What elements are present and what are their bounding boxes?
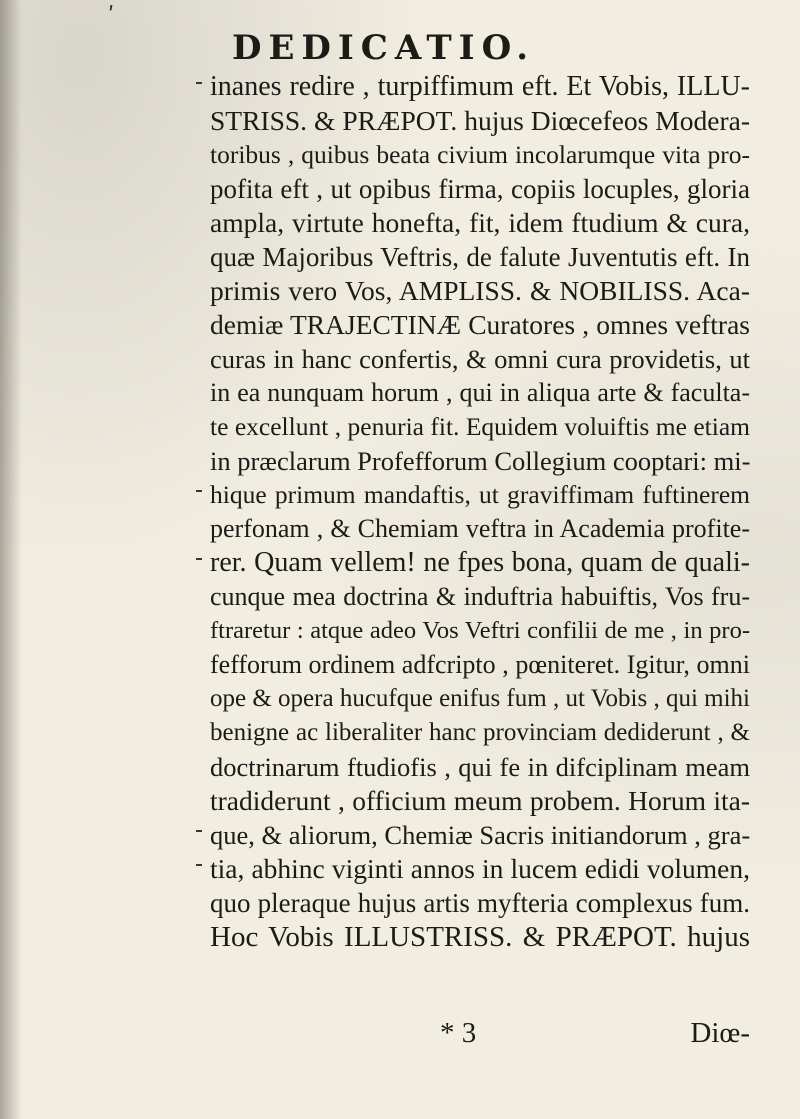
text-line: STRISS. & PRÆPOT. hujus Diœcefeos Modera- [210,105,750,136]
text-line: rer. Quam vellem! ne fpes bona, quam de quali- [210,547,750,578]
text-line: tia, abhinc viginti annos in lucem edidi volumen, [210,853,750,884]
margin-tick [196,864,202,866]
margin-tick [196,558,202,560]
signature-mark: * 3 [440,1017,477,1049]
running-head: DEDICATIO. [232,28,536,68]
margin-tick [196,490,202,492]
text-line: ope & opera hucufque enifus fum , ut Vobis , qui mihi [210,685,750,712]
text-line: perfonam , & Chemiam veftra in Academia profite- [210,514,750,543]
text-line: in præclarum Profefforum Collegium cooptari: mi- [210,446,751,476]
text-line: ftraretur : atque adeo Vos Veftri confilii de me , in pro- [210,617,750,644]
corner-ink-mark: ʹ [108,4,115,29]
text-line: benigne ac liberaliter hanc provinciam dediderunt , & [210,719,750,746]
catchword: Diœ- [690,1017,750,1049]
text-line: ampla, virtute honefta, fit, idem ftudium & cura, [210,207,750,238]
text-line: quo pleraque hujus artis myfteria complexus fum. [210,888,750,918]
text-line: demiæ TRAJECTINÆ Curatores , omnes veftras [210,309,750,340]
binding-shadow [0,0,22,1119]
text-line: quæ Majoribus Veftris, de falute Juventutis eft. In [210,242,750,272]
text-line: hique primum mandaftis, ut graviffimam fuftinerem [210,480,750,509]
text-line: fefforum ordinem adfcripto , pœniteret. Igitur, omni [210,650,750,679]
text-line: cunque mea doctrina & induftria habuiftis, Vos fru- [210,582,750,611]
text-line: inanes redire , turpiffimum eft. Et Vobis, ILLU- [210,71,750,102]
text-line: te excellunt , penuria fit. Equidem voluiftis me etiam [210,412,750,441]
text-line: toribus , quibus beata civium incolarumque vita pro- [210,140,750,169]
page-footer [210,1015,750,1051]
text-line: primis vero Vos, AMPLISS. & NOBILISS. Aca- [210,275,750,306]
margin-tick [196,82,202,84]
text-line: curas in hanc confertis, & omni cura providetis, ut [210,344,750,374]
text-line: in ea nunquam horum , qui in aliqua arte & faculta- [210,378,750,407]
text-line: que, & aliorum, Chemiæ Sacris initiandorum , gra- [210,820,751,850]
text-line: Hoc Vobis ILLUSTRISS. & PRÆPOT. hujus [210,921,750,953]
text-line: doctrinarum ftudiofis , qui fe in difciplinam meam [210,752,750,782]
text-line: tradiderunt , officium meum probem. Horum ita- [210,785,750,816]
text-line: pofita eft , ut opibus firma, copiis locuples, gloria [210,174,750,204]
body-text [210,70,750,954]
margin-tick [196,830,202,832]
